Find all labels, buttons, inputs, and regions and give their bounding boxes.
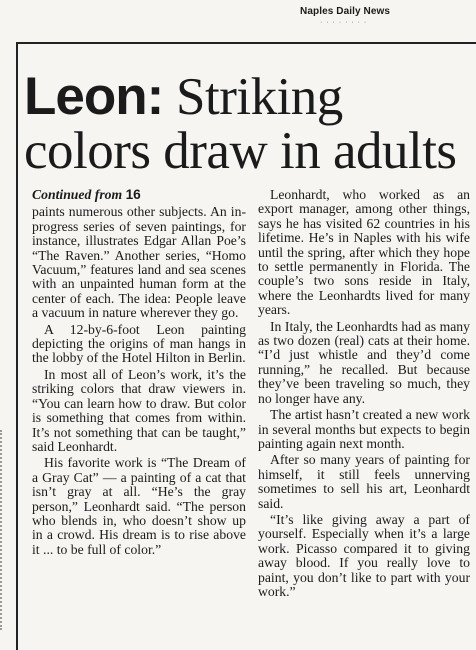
clipping-left-rule [16,42,18,650]
headline-rest: Striking colors draw in adults [24,68,457,180]
continued-from-page: 16 [125,187,141,202]
paragraph: In most all of Leon’s work, it’s the striking colors that draw viewers in. “You can learn how to draw. But color is something that comes from within. It’s not something that can be taught,” said Leonhardt. [32,366,246,454]
paragraph: His favorite work is “The Dream of a Gray Cat” — a painting of a cat that isn’t gray at all. “He’s the gray person,” Leonhardt said. “The person who blends in, who doesn’t show up in a crowd. His dream is to rise above it ... to be full of color.” [32,455,246,557]
paragraph: After so many years of painting for himself, it still feels unnerving sometimes to sell his art, Leonhardt said. [258,452,470,511]
headline [24,67,464,180]
paragraph: “It’s like giving away a part of yourself. Especially when it’s a large work. Picasso compared it to giving away blood. If you really love to paint, you don’t like to part with your work.” [258,511,470,599]
masthead [300,6,470,32]
paragraph: Leonhardt, who worked as an export manager, among other things, says he has visited 62 countries in his lifetime. He’s in Naples with his wife until the spring, after which they hope to settle permanently in Florida. The couple’s two sons reside in Italy, where the Leonhardts lived for many years. [258,187,470,318]
newspaper-name: Naples Daily News [300,6,391,17]
article-column-right [258,188,470,601]
clipping-torn-edge [0,430,14,630]
paragraph: In Italy, the Leonhardts had as many as two dozen (real) cats at their home. “I’d just whistle and they’d come running,” he recalled. But because they’ve been traveling so much, they no longer have any. [258,318,470,406]
clipping-top-rule [16,42,476,44]
article-column-left [32,188,246,559]
paragraph: The artist hasn’t created a new work in several months but expects to begin painting again next month. [258,407,470,451]
continued-from-line [32,188,246,202]
paragraph: A 12-by-6-foot Leon painting depicting the origins of man hangs in the lobby of the Hotel Hilton in Berlin. [32,321,246,366]
continued-from-label: Continued from [32,187,126,202]
paragraph: paints numerous other subjects. An in-progress series of seven paintings, for instance, illustrates Edgar Allan Poe’s “The Raven.” Another series, “Homo Vacuum,” features land and sea scenes with an unpainted human form at the center of each. The idea: People leave a vacuum in nature wherever they go. [32,204,246,321]
headline-lead: Leon: [24,67,164,126]
masthead-date-illegible: · · · · · · · · [320,19,368,26]
